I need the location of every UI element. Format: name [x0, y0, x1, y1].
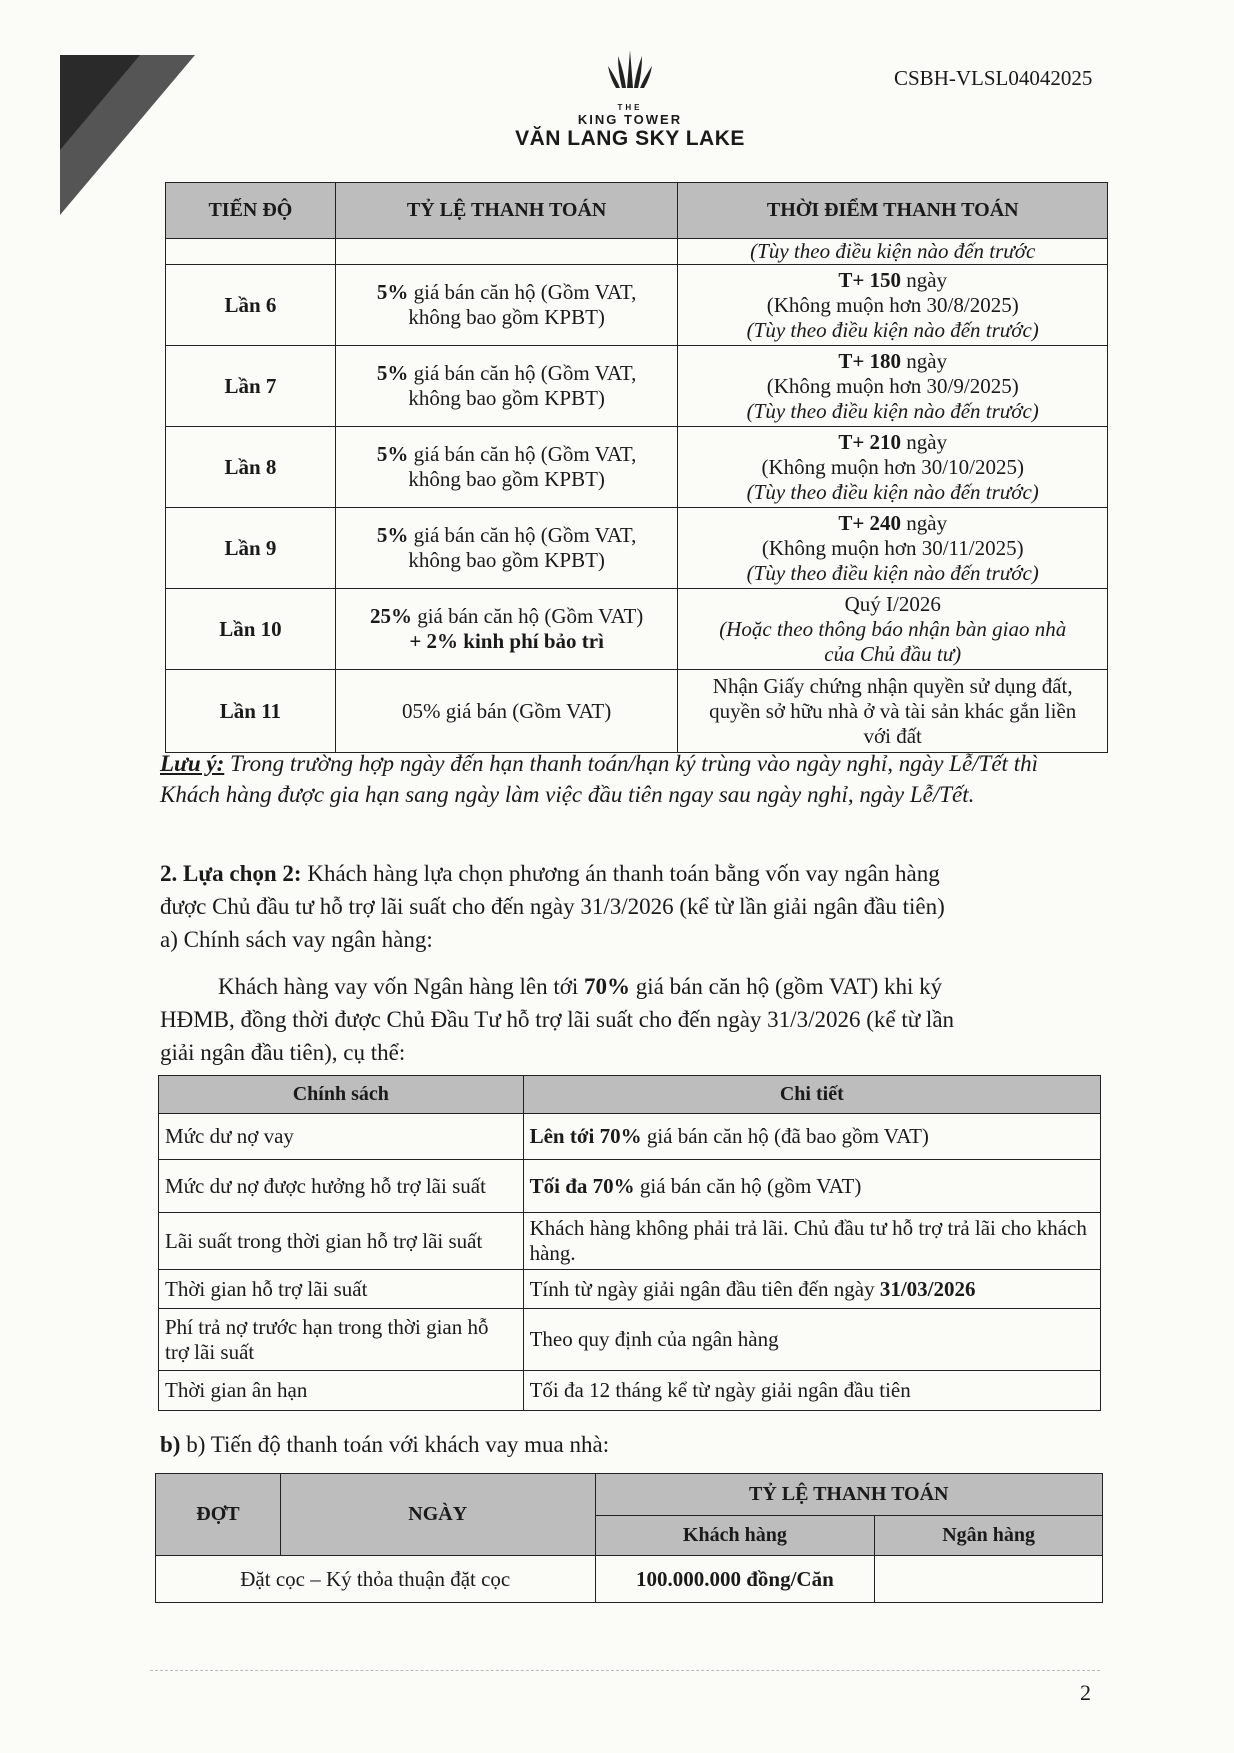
rate-text: không bao gồm KPBT)	[408, 386, 605, 410]
detail-cell	[523, 1160, 1100, 1213]
time-note: của Chủ đầu tư)	[824, 641, 962, 666]
time-cell	[678, 427, 1108, 508]
table-row	[166, 346, 1108, 427]
loan-text: Khách hàng vay vốn Ngân hàng lên tới	[218, 974, 585, 999]
time-note: (Tùy theo điều kiện nào đến trước)	[746, 479, 1039, 504]
detail-bold: Lên tới 70%	[529, 1124, 642, 1148]
loan-text: giải ngân đầu tiên), cụ thể:	[160, 1040, 406, 1065]
schedule-table	[165, 182, 1108, 753]
note	[160, 748, 1095, 810]
rate-text: giá bán căn hộ (Gồm VAT,	[408, 523, 637, 547]
option2-text: được Chủ đầu tư hỗ trợ lãi suất cho đến ngày 31/3/2026 (kể từ lần giải ngân đầu tiên)	[160, 894, 945, 919]
time-text: ngày	[901, 510, 948, 535]
rate-cell: 05% giá bán (Gồm VAT)	[335, 670, 678, 753]
loan-schedule-table	[155, 1473, 1103, 1603]
time-text: (Không muộn hơn 30/8/2025)	[766, 292, 1019, 317]
loan-bold: 70%	[584, 974, 631, 999]
policy-cell: Thời gian hỗ trợ lãi suất	[159, 1270, 524, 1309]
logo-icon	[600, 48, 660, 96]
rate-cell	[335, 508, 678, 589]
detail-bold: Tối đa 70%	[529, 1173, 635, 1198]
rate-text: không bao gồm KPBT)	[408, 548, 605, 572]
time-cell	[678, 589, 1108, 670]
policy-cell: Mức dư nợ được hưởng hỗ trợ lãi suất	[159, 1160, 524, 1213]
time-cell	[678, 670, 1108, 753]
time-text: ngày	[901, 267, 948, 292]
detail-cell: Tối đa 12 tháng kể từ ngày giải ngân đầu tiên	[523, 1371, 1100, 1411]
time-note: (Tùy theo điều kiện nào đến trước)	[746, 317, 1039, 342]
time-text: với đất	[863, 723, 922, 748]
stage-cell: Lần 7	[166, 346, 336, 427]
rate-bold: 5%	[376, 523, 409, 547]
header-rate: TỶ LỆ THANH TOÁN	[595, 1474, 1103, 1516]
detail-cell	[523, 1270, 1100, 1309]
policy-cell: Thời gian ân hạn	[159, 1371, 524, 1411]
time-cell	[678, 346, 1108, 427]
rate-cell	[335, 427, 678, 508]
rate-bold: + 2% kinh phí bảo trì	[409, 629, 604, 653]
policy-cell: Mức dư nợ vay	[159, 1114, 524, 1160]
option2-text: Khách hàng lựa chọn phương án thanh toán bằng vốn vay ngân hàng	[301, 861, 940, 886]
bank-amount	[875, 1556, 1103, 1603]
table-row	[156, 1556, 1103, 1603]
time-bold: T+ 150	[838, 267, 902, 292]
loan-text: HĐMB, đồng thời được Chủ Đầu Tư hỗ trợ lãi suất cho đến ngày 31/3/2026 (kể từ lần	[160, 1007, 955, 1032]
time-text: Quý I/2026	[844, 591, 941, 616]
rate-text: giá bán căn hộ (Gồm VAT,	[408, 361, 637, 385]
subheading-a: a) Chính sách vay ngân hàng:	[160, 927, 433, 952]
time-note: (Tùy theo điều kiện nào đến trước)	[746, 398, 1039, 423]
table-row	[159, 1371, 1101, 1411]
option2-label: 2. Lựa chọn 2:	[160, 861, 302, 886]
stage-cell: Lần 6	[166, 265, 336, 346]
header-rate: TỶ LỆ THANH TOÁN	[335, 183, 678, 239]
subheading-b: b) b) Tiến độ thanh toán với khách vay mua nhà:	[160, 1432, 610, 1457]
time-text: (Không muộn hơn 30/9/2025)	[766, 373, 1019, 398]
rate-bold: 5%	[376, 442, 409, 466]
header-time: THỜI ĐIỂM THANH TOÁN	[678, 183, 1108, 239]
table-row	[159, 1213, 1101, 1270]
logo-the: THE	[617, 103, 643, 112]
policy-cell: Phí trả nợ trước hạn trong thời gian hỗ trợ lãi suất	[159, 1309, 524, 1371]
logo-line2: VĂN LANG SKY LAKE	[515, 127, 745, 150]
stage-cell: Lần 10	[166, 589, 336, 670]
rate-cell	[335, 589, 678, 670]
table-row	[159, 1270, 1101, 1309]
table-row	[159, 1114, 1101, 1160]
time-cell	[678, 265, 1108, 346]
rate-text: không bao gồm KPBT)	[408, 467, 605, 491]
loan-text: giá bán căn hộ (gồm VAT) khi ký	[630, 974, 943, 999]
table-row	[159, 1160, 1101, 1213]
header-detail: Chi tiết	[523, 1076, 1100, 1114]
carryover-empty	[335, 239, 678, 265]
doc-code: CSBH-VLSL04042025	[894, 66, 1093, 90]
note-label: Lưu ý:	[160, 751, 225, 776]
carryover-text: (Tùy theo điều kiện nào đến trước	[678, 239, 1108, 265]
time-bold: T+ 240	[838, 510, 902, 535]
rate-text: giá bán căn hộ (Gồm VAT,	[408, 280, 637, 304]
rate-text: giá bán căn hộ (Gồm VAT)	[411, 604, 644, 628]
deposit-cell: Đặt cọc – Ký thỏa thuận đặt cọc	[156, 1556, 596, 1603]
logo	[500, 48, 760, 151]
time-text: (Không muộn hơn 30/10/2025)	[761, 454, 1024, 479]
detail-cell: Theo quy định của ngân hàng	[523, 1309, 1100, 1371]
header-stage: TIẾN ĐỘ	[166, 183, 336, 239]
time-text: quyền sở hữu nhà ở và tài sản khác gắn liền	[709, 698, 1077, 723]
rate-bold: 25%	[369, 604, 412, 628]
logo-line1: KING TOWER	[577, 112, 683, 127]
table-row	[166, 670, 1108, 753]
time-text: ngày	[901, 429, 948, 454]
table-row	[166, 427, 1108, 508]
detail-bold: 31/03/2026	[879, 1276, 976, 1301]
page-number: 2	[1080, 1680, 1091, 1705]
time-note: (Tùy theo điều kiện nào đến trước)	[746, 560, 1039, 585]
header-customer: Khách hàng	[595, 1516, 875, 1556]
rate-bold: 5%	[376, 361, 409, 385]
rate-cell	[335, 265, 678, 346]
stage-cell: Lần 8	[166, 427, 336, 508]
policy-cell: Lãi suất trong thời gian hỗ trợ lãi suất	[159, 1213, 524, 1270]
carryover-empty	[166, 239, 336, 265]
detail-text: Tính từ ngày giải ngân đầu tiên đến ngày	[529, 1276, 880, 1301]
customer-amount: 100.000.000 đồng/Căn	[595, 1556, 875, 1603]
time-bold: T+ 210	[838, 429, 902, 454]
stage-cell: Lần 9	[166, 508, 336, 589]
stage-cell: Lần 11	[166, 670, 336, 753]
detail-cell	[523, 1114, 1100, 1160]
table-row	[166, 265, 1108, 346]
time-cell	[678, 508, 1108, 589]
option2-paragraph	[160, 857, 1110, 956]
header-ngay: NGÀY	[280, 1474, 595, 1556]
subheading-b-text: b) Tiến độ thanh toán với khách vay mua nhà:	[186, 1432, 610, 1457]
table-row	[166, 508, 1108, 589]
rate-bold: 5%	[376, 280, 409, 304]
time-bold: T+ 180	[838, 348, 902, 373]
time-text: (Không muộn hơn 30/11/2025)	[761, 535, 1024, 560]
rate-text: giá bán căn hộ (Gồm VAT,	[408, 442, 637, 466]
loan-paragraph	[160, 970, 1110, 1069]
table-row	[159, 1309, 1101, 1371]
time-text: Nhận Giấy chứng nhận quyền sử dụng đất,	[712, 673, 1073, 698]
policy-table	[158, 1075, 1101, 1411]
detail-text: giá bán căn hộ (đã bao gồm VAT)	[641, 1124, 929, 1148]
note-text: Trong trường hợp ngày đến hạn thanh toán/hạn ký trùng vào ngày nghỉ, ngày Lễ/Tết thì Khách hàng được gia hạn sang ngày làm việc đầu tiên ngay sau ngày nghỉ, ngày Lễ/Tết.	[160, 751, 1038, 807]
detail-cell: Khách hàng không phải trả lãi. Chủ đầu tư hỗ trợ trả lãi cho khách hàng.	[523, 1213, 1100, 1270]
time-note: (Hoặc theo thông báo nhận bàn giao nhà	[719, 616, 1067, 641]
rate-text: không bao gồm KPBT)	[408, 305, 605, 329]
header-bank: Ngân hàng	[875, 1516, 1103, 1556]
time-text: ngày	[901, 348, 948, 373]
divider	[150, 1670, 1100, 1671]
table-row	[166, 589, 1108, 670]
rate-cell	[335, 346, 678, 427]
header-dot: ĐỢT	[156, 1474, 281, 1556]
header-policy: Chính sách	[159, 1076, 524, 1114]
detail-text: giá bán căn hộ (gồm VAT)	[634, 1173, 862, 1198]
